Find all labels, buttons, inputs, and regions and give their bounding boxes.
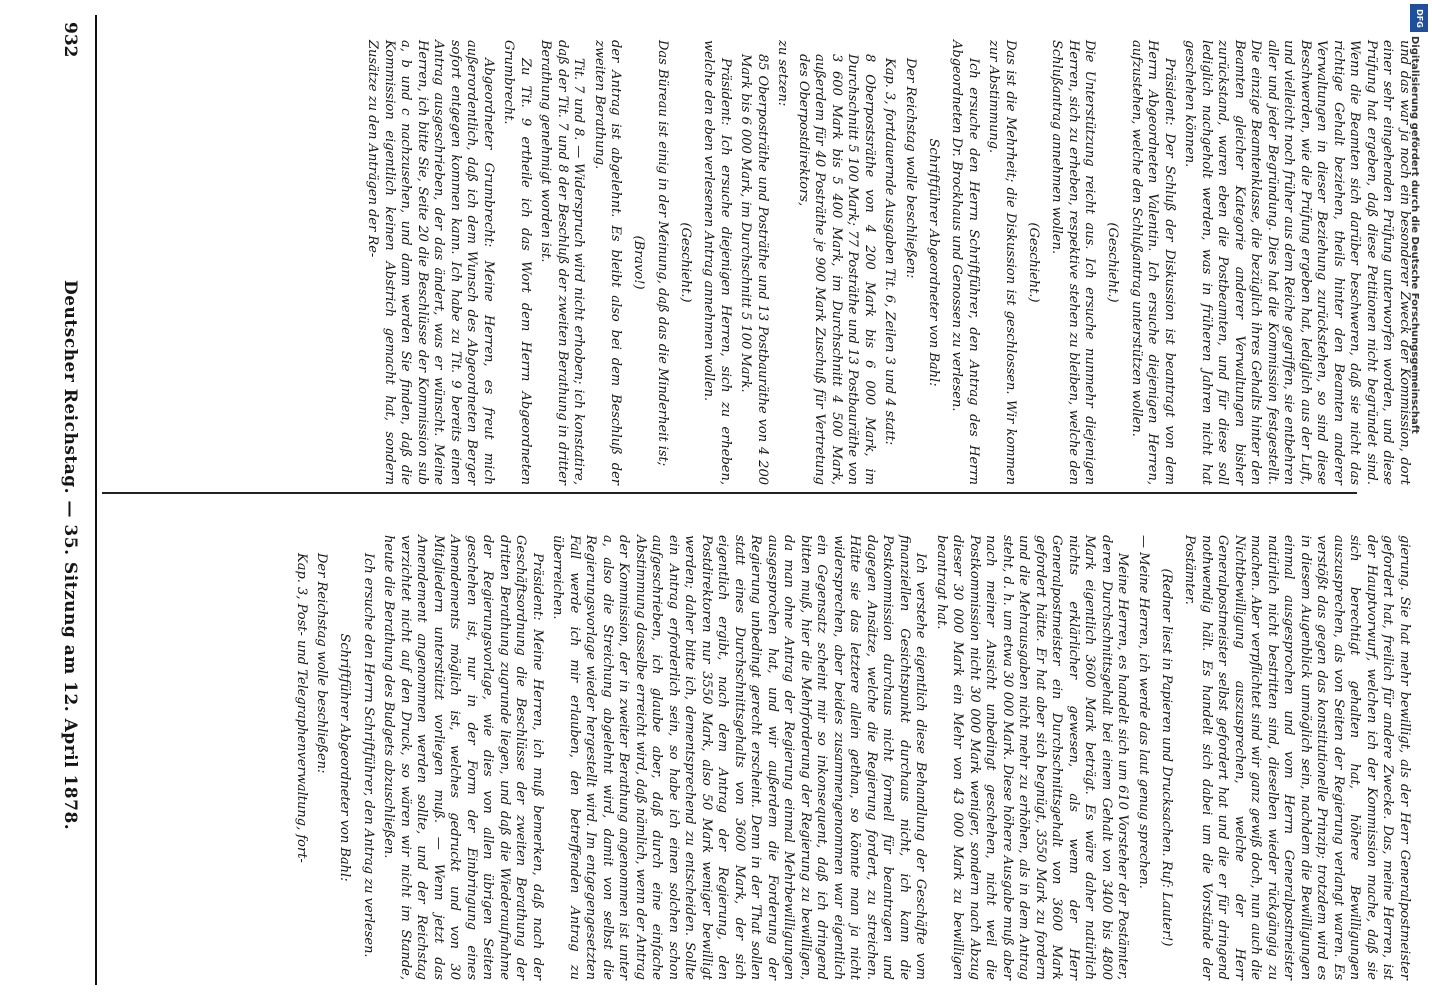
paragraph: Präsident: Meine Herren, ich muß bemerken, daß nach der Geschäftsordnung die Beschlüsse der zweiten Berathung der dritten Berathung zugrunde liegen, und daß die Wiederaufnahme der Regierungsvorlage, wie dies von allen übrigen Seiten geschehen ist, nur in der Form der Einbringung eines Amendements möglich ist, welches gedruckt und von 30 Mitgliedern unterstützt vorliegen muß. — Wenn jetzt das Amendement angenommen werden sollte, und der Reichstag verzichtet nicht auf den Druck, so wären wir nicht im Stande, heute die Berathung des Budgets abzuschließen. (381, 535, 545, 980)
stage-note: (Geschieht.) (1105, 222, 1121, 303)
paragraph: Zu Tit. 9 ertheile ich das Wort dem Herrn Abgeordneten Grumbrecht. (501, 40, 533, 485)
paragraph: zu setzen: (775, 40, 791, 107)
paragraph: der Antrag ist abgelehnt. Es bleibt also bei dem Beschluß der zweiten Berathung. (592, 40, 624, 485)
stage-note: (Geschieht.) (1026, 222, 1041, 303)
paragraph: 8 Oberpostsräthe von 4 200 Mark bis 6 000 Mark, im Durchschnitt 5 100 Mark; 77 Posträthe und 13 Postbauräthe von 3 600 Mark bis 5 400 Mark, im Durchschnitt 4 500 Mark, außerdem für 40 Posträthe je 900 Mark Zuschuß für Vertretung des Oberpostdirektors, (796, 54, 877, 485)
paragraph: Ich verstehe eigentlich diese Behandlung der Geschäfte vom finanziellen Gesichtspunkt durchaus nicht, ich kann die Postkommission durchaus nicht formell für beantragen und dagegen Ansätze, welche die Regierung fordert, zu streichen. Hätte sie das letztere allein gethan, so könnte man ja nicht widersprechen, aber beides zusammengenommen war eigentlich ein Gegensatz scheint mir so inkonsequent, daß ich dringend bitten muß, hier die Mehrforderung der Regierung zu bewilligen, da man ohne Antrag der Regierung einmal Mehrbewilligungen ausgesprochen hat, und wir außerdem die Forderung der Regierung unbedingt gerecht erscheint. Denn in der That sollen statt eines Durchschnittsgehalts von 3600 Mark, der sich eigentlich ergibt, nach dem Antrag der Regierung, den Postdirektoren nur 3550 Mark, also 50 Mark weniger bewilligt werden; daher bitte ich, dementsprechend zu entscheiden. Sollte ein Antrag erforderlich sein, so habe ich einen solchen schon aufgeschrieben, ich glaube aber, daß durch eine einfache Abstimmung dasselbe erreicht wird, daß nämlich, wenn der Antrag der Kommission, der in zweiter Berathung angenommen ist unter a, also die Streichung abgelehnt wird, damit von selbst die Regierungsvorlage wieder hergestellt wird. Im entgegengesetzten Fall werde ich mir erlauben, den betreffenden Antrag zu überreichen. (550, 535, 929, 981)
page-number: 932 (60, 22, 80, 58)
dfg-logo: DFG (1410, 4, 1428, 32)
paragraph: Ich ersuche den Herrn Schriftführer, den Antrag zu verlesen. (361, 553, 376, 958)
paragraph: 85 Oberposträthe und Posträthe und 13 Postbauräthe von 4 200 Mark bis 6 000 Mark, im Durchschnitt 5 100 Mark. (738, 54, 770, 485)
digitization-notice: Digitalisierung gefördert durch die Deutsche Forschungsgemeinschaft (1409, 36, 1420, 434)
paragraph: gierung. Sie hat mehr bewilligt, als der Herr Generalpostmeister gefordert hat, freilich für andere Zwecke. Das, meine Herren, ist der Hauptvorwurf, welchen ich der Kommission mache, daß sie sich berechtigt gehalten hat, höhere Bewilligungen auszusprechen, als von Seiten der Regierung verlangt waren. Es verstößt das gegen das konstitutionelle Prinzip; trotzdem wird es in diesem Augenblick unmöglich sein, nachdem die Bewilligungen einmal ausgesprochen und vom Herrn Generalpostmeister natürlich nicht bestritten sind, dieselben wieder rückgängig zu machen. Aber verpflichtet sind wir ganz gewiß doch, nun auch die Nichtbewilligung auszusprechen, welche der Herr Generalpostmeister selbst gefordert hat und die er für dringend nothwendig hält. Es handelt sich dabei um die Vorstände der Postämter. (1182, 535, 1412, 980)
stage-note: (Redner liest in Papieren und Drucksachen. Ruf: Lauter!) (1159, 568, 1174, 947)
paragraph: Der Reichstag wolle beschließen: (903, 58, 918, 279)
paragraph: Meine Herren, es handelt sich um 610 Vorsteher der Postämter, deren Durchschnittsgehalt bei einem Gehalt von 3400 bis 4800 Mark eigentlich 3600 Mark beträgt. Es wäre daher natürlich nichts erklärlicher gewesen, als wenn der Herr Generalpostmeister ein Durchschnittsgehalt von 3600 Mark gefordert hätte. Er hat aber sich begnügt, 3550 Mark zu fordern und die Mehrausgaben nicht mehr zu erhöhen, als in dem Antrag steht, d. h. um etwa 30 000 Mark. Diese höhere Ausgabe muß aber nach meiner Ansicht unbedingt geschehen, nicht weil die Postkommission nicht 30 000 Mark weniger, sondern nach Abzug dieser 30 000 Mark ein Mehr von 43 000 Mark zu bewilligen beantragt hat. (934, 535, 1131, 980)
paragraph: Abgeordneter Grumbrecht: Meine Herren, es freut mich außerordentlich, daß ich dem Wunsch des Abgeordneten Berger sofort entgegen kommen kann. Ich habe zu Tit. 9 bereits einen Antrag ausgeschrieben, der das ändert, was er wünscht. Meine Herren, ich bitte Sie, Seite 20 die Beschlüsse der Kommission sub a, b und c nachzusehen, und dann werden Sie finden, daß die Kommission eigentlich keinen Abstrich gemacht hat, sondern Zusätze zu den Anträgen der Re- (365, 40, 496, 485)
speaker-heading: Schriftführer Abgeordneter von Bahl: (337, 633, 353, 882)
paragraph: Kap. 3, fortdauernde Ausgaben Tit. 6, Zeilen 3 und 4 statt: (882, 58, 898, 446)
paragraph: Das ist die Mehrheit; die Diskussion ist geschlossen. Wir kommen zur Abstimmung. (986, 40, 1018, 485)
paragraph: Präsident: Der Schluß der Diskussion ist beantragt von dem Herrn Abgeordneten Valentin. Ich ersuche diejenigen Herren, aufzustehen, welche den Schlußantrag unterstützen wollen. (1129, 40, 1177, 485)
stage-note: (Bravo!) (631, 235, 647, 290)
paragraph: Tit. 7 und 8. — Widerspruch wird nicht erhoben; ich konstatire, daß der Tit. 7 und 8 der Beschluß der zweiten Berathung in dritter Berathung genehmigt worden ist. (538, 40, 587, 485)
motion-list (737, 40, 770, 485)
left-column (102, 40, 1432, 485)
paragraph: Ich ersuche den Herrn Schriftführer, den Antrag des Herrn Abgeordneten Dr. Brockhaus und Genossen zu verlesen. (949, 40, 981, 485)
paragraph: Das Büreau ist einig in der Meinung, daß das die Minderheit ist; (655, 40, 670, 467)
running-header: Deutscher Reichstag. — 35. Sitzung am 12. April 1878. (60, 280, 80, 831)
stage-note: (Geschieht.) (678, 222, 693, 303)
paragraph: Kap. 3, Post- und Telegraphenverwaltung, fort- (294, 553, 309, 863)
header-rule (95, 15, 97, 985)
paragraph: und das war ja noch ein besonderer Zweck der Kommission, dort einer sehr eingehenden Prüfung unterworfen worden, und diese Prüfung hat ergeben, daß diese Petitionen nicht begründet sind. Wenn die Beamten sich darüber beschweren, daß sie nicht das richtige Gehalt beziehen, theils hinter den Beamten anderer Verwaltungen in dieser Beziehung zurückstehen, so sind diese Beschwerden, wie die Prüfung ergeben hat, lediglich aus der Luft, und vielleicht noch früher aus dem Reiche gegriffen, sie entbehren aller und jeder Begründung. Dies hat die Kommission festgestellt. Die einzige Beamtenklasse, die bezüglich ihres Gehalts hinter den Beamten gleicher Kategorie anderer Verwaltungen bisher zurückstand, waren eben die Postbeamten, und für diese soll lediglich nachgeholt werden, was in früheren Jahren nicht hat geschehen können. (1182, 40, 1412, 485)
speaker-heading: Schriftführer Abgeordneter von Bahl: (926, 138, 941, 387)
paragraph: Präsident: Ich ersuche diejenigen Herren, sich zu erheben, welche den eben verlesenen Antrag annehmen wollen. (701, 40, 733, 485)
paragraph: — Meine Herren, ich werde das laut genug sprechen. (1136, 535, 1151, 889)
paragraph: Die Unterstützung reicht aus. Ich ersuche nunmehr diejenigen Herren, sich zu erheben, respektive stehen zu bleiben, welche den Schlußantrag annehmen wollen. (1049, 40, 1098, 485)
right-column (102, 535, 1432, 980)
paragraph: Der Reichstag wolle beschließen: (314, 553, 330, 774)
motion-list (795, 40, 878, 485)
column-divider (102, 492, 1357, 494)
